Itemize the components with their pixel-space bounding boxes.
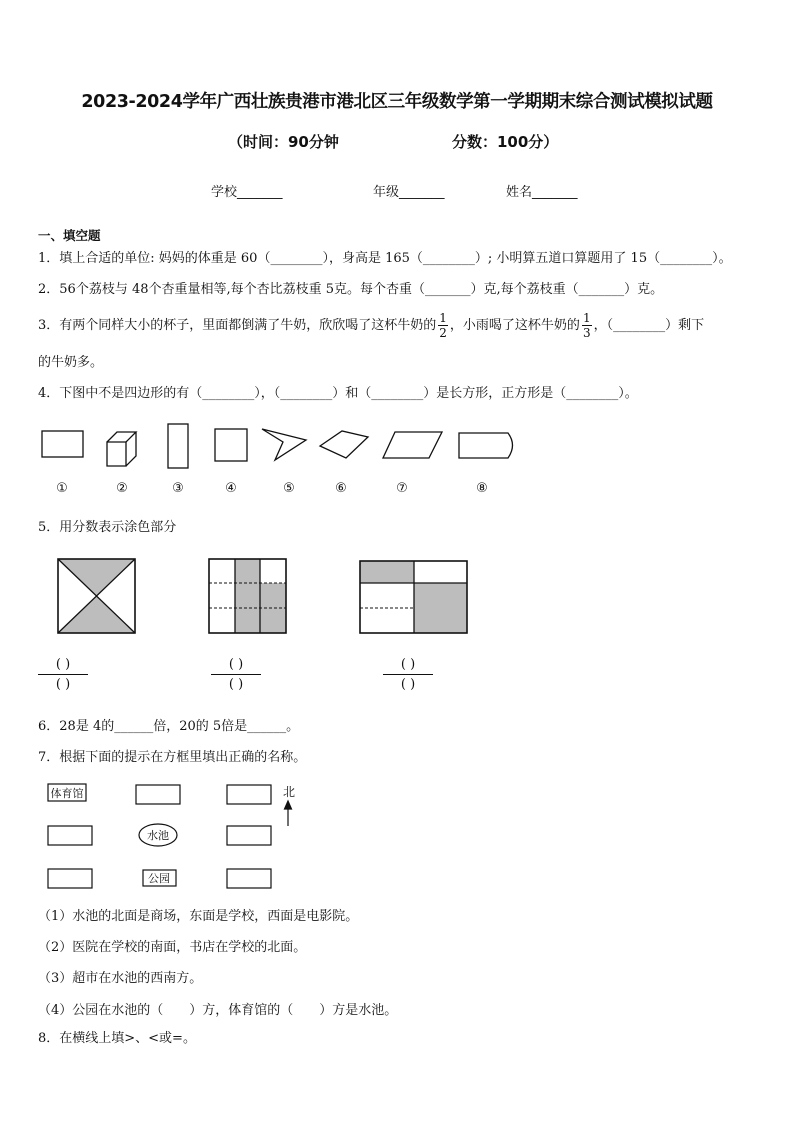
score-label: 分数：100分） (452, 133, 559, 151)
answer-fraction-1[interactable] (38, 657, 88, 692)
park-label: 公园 (148, 872, 170, 885)
fraction-bar (38, 674, 88, 675)
fraction-figures (0, 555, 794, 645)
time-label: （时间：90分钟 (228, 133, 339, 151)
clue-4: （4）公园在水池的（ ）方，体育馆的（ ）方是水池。 (38, 1003, 398, 1018)
shape-3-tall-rectangle (168, 424, 188, 468)
question-8: 8．在横线上填>、<或=。 (38, 1031, 196, 1046)
shape-8-rounded (459, 433, 513, 458)
shape-6-kite (320, 431, 368, 458)
shapes-figure (0, 420, 794, 500)
map-box-southeast (227, 869, 271, 888)
fraction-third-num: 1 (582, 311, 591, 325)
shape-7-parallelogram (383, 432, 442, 458)
section-title: 一、填空题 (38, 228, 101, 243)
school-field: 学校_______ (211, 185, 283, 200)
answer-fraction-2-den: ( ) (228, 677, 244, 692)
direction-map (0, 780, 794, 890)
question-3 (38, 311, 704, 341)
figure-3-rectangle (360, 561, 467, 633)
clue-3: （3）超市在水池的西南方。 (38, 971, 203, 986)
question-2: 2．56个荔枝与 48个杏重量相等,每个杏比荔枝重 5克。每个杏重（_______）克,每个荔枝重（_______）克。 (38, 282, 664, 297)
question-3-text-c: ，（________）剩下 (593, 318, 705, 333)
shape-2-cube (107, 432, 136, 466)
shape-4-square (215, 429, 247, 461)
fraction-third (582, 311, 592, 340)
pool-label: 水池 (147, 829, 169, 842)
figure-1-square-diagonals (58, 559, 135, 633)
map-box-north (136, 785, 180, 804)
shape-label-2: ② (116, 481, 128, 496)
name-field: 姓名_______ (506, 185, 578, 200)
map-box-southwest (48, 869, 92, 888)
shape-label-6: ⑥ (335, 481, 347, 496)
answer-fraction-2-num: ( ) (228, 657, 244, 672)
shape-label-1: ① (56, 481, 68, 496)
answer-fraction-2[interactable] (211, 657, 261, 692)
shape-5-arrowhead (262, 429, 306, 460)
question-4: 4．下图中不是四边形的有（________），（________）和（________）是长方形，正方形是（________）。 (38, 386, 638, 401)
clue-1: （1）水池的北面是商场，东面是学校，西面是电影院。 (38, 909, 359, 924)
map-box-east (227, 826, 271, 845)
question-1: 1．填上合适的单位: 妈妈的体重是 60（________），身高是 165（________）; 小明算五道口算题用了 15（________）。 (38, 251, 732, 266)
shape-label-3: ③ (172, 481, 184, 496)
answer-fraction-3[interactable] (383, 657, 433, 692)
answer-fraction-3-den: ( ) (400, 677, 416, 692)
shape-label-4: ④ (225, 481, 237, 496)
figure-2-grid (209, 559, 286, 633)
answer-fraction-1-den: ( ) (55, 677, 71, 692)
shape-label-7: ⑦ (396, 481, 408, 496)
shape-label-5: ⑤ (283, 481, 295, 496)
gym-label: 体育馆 (50, 787, 84, 800)
grade-field: 年级_______ (373, 185, 445, 200)
shape-1-rectangle (42, 431, 83, 457)
clue-2: （2）医院在学校的南面，书店在学校的北面。 (38, 940, 307, 955)
question-3-text-b: ，小雨喝了这杯牛奶的 (449, 318, 580, 333)
question-6: 6．28是 4的______倍，20的 5倍是______。 (38, 719, 300, 734)
fraction-half (438, 311, 448, 340)
question-3-text-a: 3．有两个同样大小的杯子，里面都倒满了牛奶，欣欣喝了这杯牛奶的 (38, 318, 437, 333)
north-label: 北 (282, 785, 296, 799)
shape-label-8: ⑧ (476, 481, 488, 496)
fraction-bar (211, 674, 261, 675)
map-box-west (48, 826, 92, 845)
fraction-third-den: 3 (582, 326, 591, 340)
page-title: 2023-2024学年广西壮族贵港市港北区三年级数学第一学期期末综合测试模拟试题 (81, 92, 713, 112)
fraction-half-den: 2 (439, 326, 447, 340)
question-3-line2: 的牛奶多。 (38, 355, 104, 370)
map-box-northeast (227, 785, 271, 804)
answer-fraction-1-num: ( ) (55, 657, 71, 672)
question-7: 7．根据下面的提示在方框里填出正确的名称。 (38, 750, 307, 765)
fraction-half-num: 1 (439, 311, 447, 325)
question-5: 5．用分数表示涂色部分 (38, 520, 177, 535)
fraction-bar (383, 674, 433, 675)
answer-fraction-3-num: ( ) (400, 657, 416, 672)
